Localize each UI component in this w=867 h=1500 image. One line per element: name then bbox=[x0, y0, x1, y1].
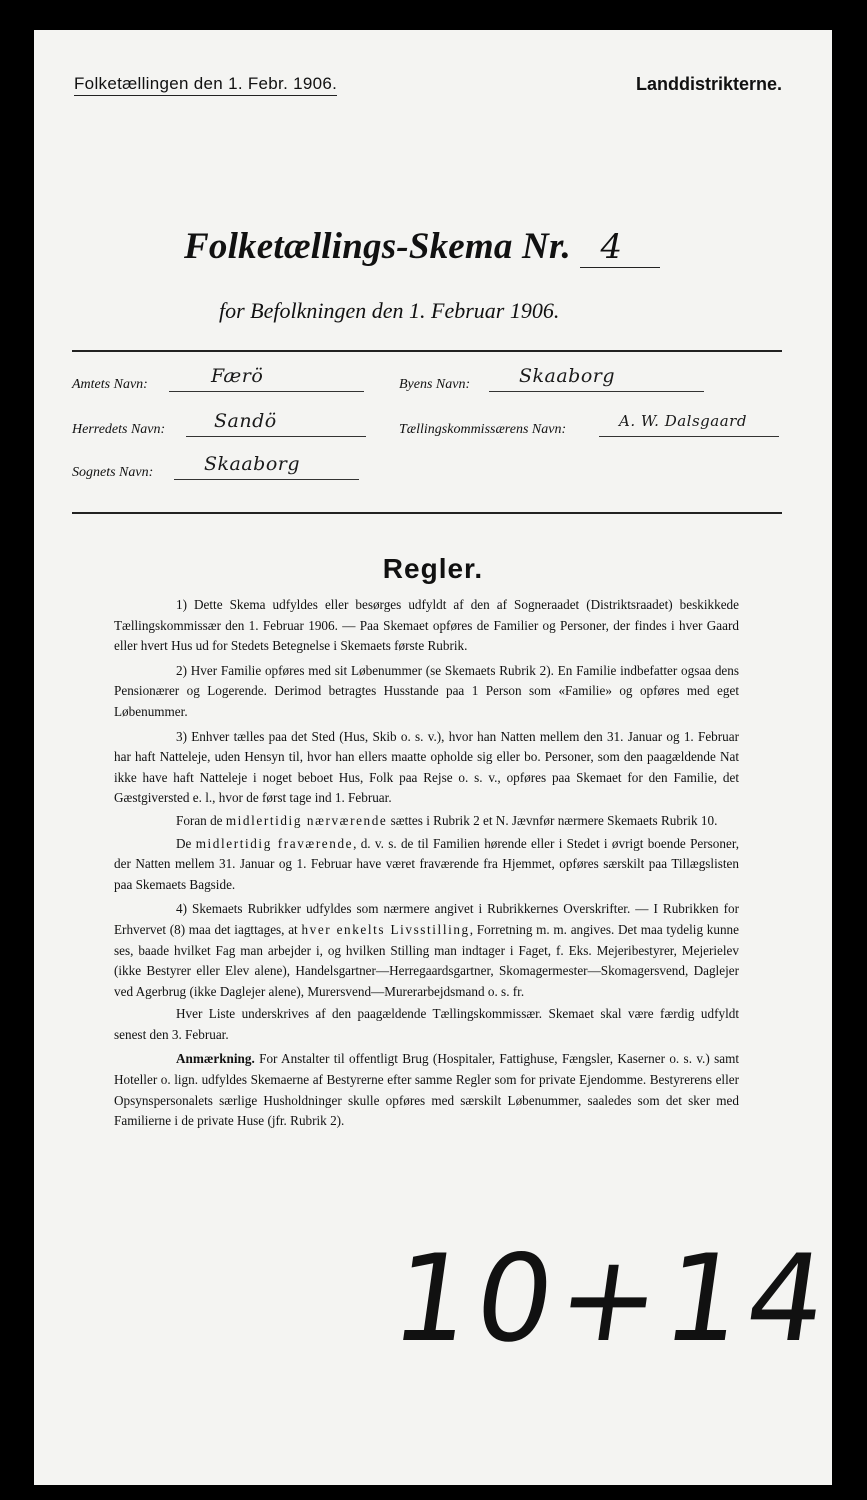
top-divider bbox=[72, 350, 782, 352]
remark: Anmærkning. For Anstalter til offentligt Brug (Hospitaler, Fattighuse, Fængsler, Kaserner o. s. v.) samt Hoteller o. lign. udfyldes Skemaerne af Bestyrerne efter samme Regler som for private Ejendomme. Bestyrerens eller Opsynspersonalets særlige Husholdninger skulle opføres med særskilt Løbenummer, saaledes som det sker med Familierne i de private Huse (jfr. Rubrik 2). bbox=[114, 1051, 739, 1129]
sogn-field bbox=[72, 465, 153, 481]
kommissaer-line bbox=[599, 436, 779, 437]
rule-3: 3) Enhver tælles paa det Sted (Hus, Skib o. s. v.), hvor han Natten mellem den 31. Januar og 1. Februar har haft Natteleje, uden Hensyn til, hvor han ellers maatte opholde sig eller bo. Personer, som den paagældende Nat ikke have haft Natteleje i noget beboet Hus, Folk paa Rejse o. s. v., opføres paa Skemaet for den Familie, det Gæstgiversted e. l., hvor de først tage ind 1. Februar. bbox=[114, 728, 739, 806]
rule-3-present: Foran de midlertidig nærværende sættes i Rubrik 2 et N. Jævnfør nærmere Skemaets Rubrik 10. bbox=[176, 812, 718, 828]
sogn-value: Skaaborg bbox=[204, 453, 301, 475]
rule-3-absent: De midlertidig fraværende, d. v. s. de til Familien hørende eller i Stedet i øvrigt boende Personer, der Natten mellem 31. Januar og 1. Februar have været fraværende fra Hjemmet, opføres særskilt paa Tillægslisten paa Skemaets Bagside. bbox=[114, 835, 739, 892]
rule-1: 1) Dette Skema udfyldes eller besørges udfyldt af den af Sogneraadet (Distriktsraadet) beskikkede Tællingskommissær den 1. Februar 1906. — Paa Skemaet opføres de Familier og Personer, der findes i hver Gaard eller hvert Hus ud for Stedets Betegnelse i Skemaets første Rubrik. bbox=[114, 597, 739, 654]
district-type-header: Landdistrikterne. bbox=[635, 74, 782, 94]
byen-value: Skaaborg bbox=[519, 365, 616, 387]
herred-field bbox=[72, 422, 165, 438]
form-title-text: Folketællings-Skema Nr. bbox=[184, 226, 571, 267]
census-header: Folketællingen den 1. Febr. 1906. bbox=[74, 74, 337, 96]
amt-value: Færö bbox=[211, 365, 264, 387]
form-subtitle: for Befolkningen den 1. Februar 1906. bbox=[219, 298, 560, 323]
kommissaer-label: Tællingskommissærens Navn: bbox=[399, 422, 567, 437]
byen-field bbox=[399, 377, 470, 393]
rule-4-signature: Hver Liste underskrives af den paagældende Tællingskommissær. Skemaet skal være færdig udfyldt senest den 3. Februar. bbox=[114, 1006, 739, 1042]
form-title bbox=[184, 225, 660, 268]
kommissaer-value-field bbox=[599, 410, 784, 440]
herred-value: Sandö bbox=[214, 410, 277, 432]
herred-value-field bbox=[186, 410, 371, 440]
form-number: 4 bbox=[580, 227, 660, 268]
census-form-page bbox=[34, 30, 840, 1485]
sogn-label: Sognets Navn: bbox=[72, 465, 154, 480]
bottom-divider bbox=[72, 512, 782, 514]
rule-4: 4) Skemaets Rubrikker udfyldes som nærmere angivet i Rubrikkernes Overskrifter. — I Rubrikken for Erhvervet (8) maa det iagttages, at hver enkelts Livsstilling, Forretning m. m. angives. Det maa tydelig kunne ses, baade hvilket Fag man arbejder i, og hvilken Stilling man indtager i Faget, f. Eks. Mejeribestyrer, Mejerielev (ikke Bestyrer eller Elev alene), Handelsgartner—Herregaardsgartner, Skomagermester—Skomagersvend, Daglejer ved Agerbrug (ikke Daglejer alene), Murersvend—Murerarbejdsmand o. s. fr. bbox=[114, 901, 739, 999]
herred-line bbox=[186, 436, 366, 437]
byen-label: Byens Navn: bbox=[399, 377, 471, 392]
kommissaer-field bbox=[399, 422, 566, 438]
sogn-line bbox=[174, 479, 359, 480]
byen-line bbox=[489, 391, 704, 392]
rules-text bbox=[114, 595, 739, 1136]
amt-label: Amtets Navn: bbox=[72, 377, 148, 392]
amt-value-field bbox=[169, 365, 369, 395]
amt-line bbox=[169, 391, 364, 392]
rules-title: Regler. bbox=[382, 553, 484, 584]
amt-field bbox=[72, 377, 148, 393]
herred-label: Herredets Navn: bbox=[72, 422, 166, 437]
sogn-value-field bbox=[174, 453, 364, 483]
rule-2: 2) Hver Familie opføres med sit Løbenummer (se Skemaets Rubrik 2). En Familie indbefatter ogsaa dens Pensionærer og Logerende. Derimod betragtes Husstande paa 1 Person som «Familie» og opføres med eget Løbenummer. bbox=[114, 662, 739, 719]
handwritten-total: 10+14 bbox=[384, 1230, 840, 1369]
kommissaer-value: A. W. Dalsgaard bbox=[619, 412, 747, 430]
byen-value-field bbox=[489, 365, 709, 395]
